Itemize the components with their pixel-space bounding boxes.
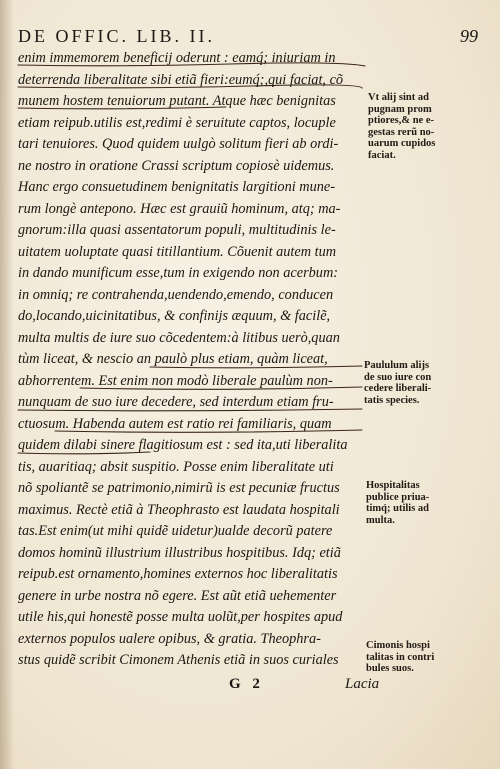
underline-mark [80, 387, 362, 389]
text-line: deterrenda liberalitate sibi etiã fieri:eumq́;,qui faciat, cõ [18, 71, 344, 88]
margin-note-line: Paululum alijs [364, 360, 430, 371]
margin-note-line: Vt alij sint ad [368, 92, 429, 103]
underline-mark [150, 366, 362, 368]
catchword: Lacia [345, 676, 380, 692]
text-line: tis, auaritiaq; absit suspitio. Posse enim liberalitate uti [18, 458, 334, 475]
margin-note-line: faciat. [368, 149, 396, 161]
margin-note-line: Hospitalitas [366, 480, 420, 491]
underline-mark [18, 107, 226, 109]
margin-note-line: de suo iure con [364, 371, 432, 383]
margin-note-line: ptiores,& ne e- [368, 115, 434, 126]
text-line: in dando munificum esse,tum in exigendo non acerbum: [18, 265, 339, 281]
underline-mark [18, 63, 365, 66]
text-line: maximus. Rectè etiã à Theophrasto est laudata hospitali [18, 501, 340, 518]
text-line: genere in urbe nostra nõ egere. Est aũt etiã uehementer [18, 587, 337, 604]
text-line: reipub.est ornamento,homines externos hoc liberalitatis [18, 566, 338, 582]
text-line: gnorum:illa quasi assentatorum populi, multitudinis le- [18, 222, 336, 238]
margin-note-line: publice priua- [366, 491, 430, 503]
text-line: nõ spoliantẽ se patrimonio,nimirũ is est pecuniæ fructus [18, 480, 340, 496]
text-line: externos populos ualere opibus, & gratia. Theophra- [18, 630, 321, 647]
text-line: abhorrentem. Est enim non modò liberale paulùm non- [18, 372, 333, 389]
text-line: utile his,qui honestẽ posse multa uolũt,per hospites apud [18, 609, 343, 625]
text-line: nunquam de suo iure decedere, sed interdum etiam fru- [18, 394, 334, 410]
margin-note-line: uarum cupidos [368, 138, 436, 149]
text-line: stus quidẽ scribit Cimonem Athenis etiã in suos curiales [18, 652, 339, 668]
margin-note-line: multa. [366, 514, 395, 526]
text-line: ne nostro in oratione Crassi scriptum copiosè uidemus. [18, 157, 335, 174]
margin-note-line: bules suos. [366, 663, 414, 674]
margin-note [366, 480, 488, 526]
text-line: Hanc ergo consuetudinem benignitatis largitioni mune- [18, 179, 336, 195]
page-number: 99 [460, 26, 478, 46]
page-footer [225, 676, 485, 696]
text-line: tari tenuiores. Quod quidem uulgò solitum fieri ab ordi- [18, 136, 339, 152]
underline-mark [55, 430, 362, 432]
margin-note-line: cedere liberali- [364, 383, 432, 394]
text-line: in omniq; re contrahenda,uendendo,emendo, conducen [18, 286, 334, 303]
text-line: uitatem uoluptate quasi titillantium. Cõuenit autem tum [18, 243, 337, 260]
underline-mark [18, 452, 150, 454]
underline-mark [18, 409, 362, 411]
text-line: domos hominũ illustrium illustribus hospitibus. Idq; etiã [18, 544, 341, 561]
margin-note [368, 92, 490, 161]
text-line: quidem dilabi sinere flagitiosum est : sed ita,uti liberalita [18, 437, 348, 453]
text-line: ctuosum. Habenda autem est ratio rei familiaris, quam [18, 415, 332, 432]
margin-note-line: Cimonis hospi [366, 640, 430, 651]
text-line: tas.Est enim(ut mihi quidẽ uidetur)ualde decorũ patere [18, 523, 333, 539]
text-line: rum longè antepono. Hæc est grauiũ hominum, atq; ma- [18, 200, 341, 217]
text-line: do,locando,uicinitatibus, & confinijs æquum, & facilẽ, [18, 308, 331, 324]
text-line: munem hostem tenuiorum putant. Atque hæc benignitas [18, 93, 336, 109]
margin-note [364, 360, 486, 406]
running-title: DE OFFIC. LIB. II. [18, 26, 215, 46]
text-line: etiam reipub.utilis est,redimi è seruitute captos, locuple [18, 114, 336, 131]
margin-note-line: timq́; utilis ad [366, 503, 430, 514]
margin-note [366, 640, 488, 675]
margin-note-line: gestas rerũ no- [368, 126, 435, 138]
margin-note-line: talitas in contri [366, 651, 435, 663]
text-line: enim immemorem beneficij oderunt : eamq́; iniuriam in [18, 50, 336, 66]
margin-note-line: pugnam prom [368, 103, 432, 115]
underline-mark [18, 85, 362, 88]
text-line: multa multis de iure suo cõcedentem:à litibus uerò,quan [18, 329, 340, 346]
signature-mark: G 2 [229, 676, 264, 692]
margin-note-line: tatis species. [364, 394, 420, 406]
text-line: tùm liceat, & nescio an paulò plus etiam, quàm liceat, [18, 351, 328, 367]
